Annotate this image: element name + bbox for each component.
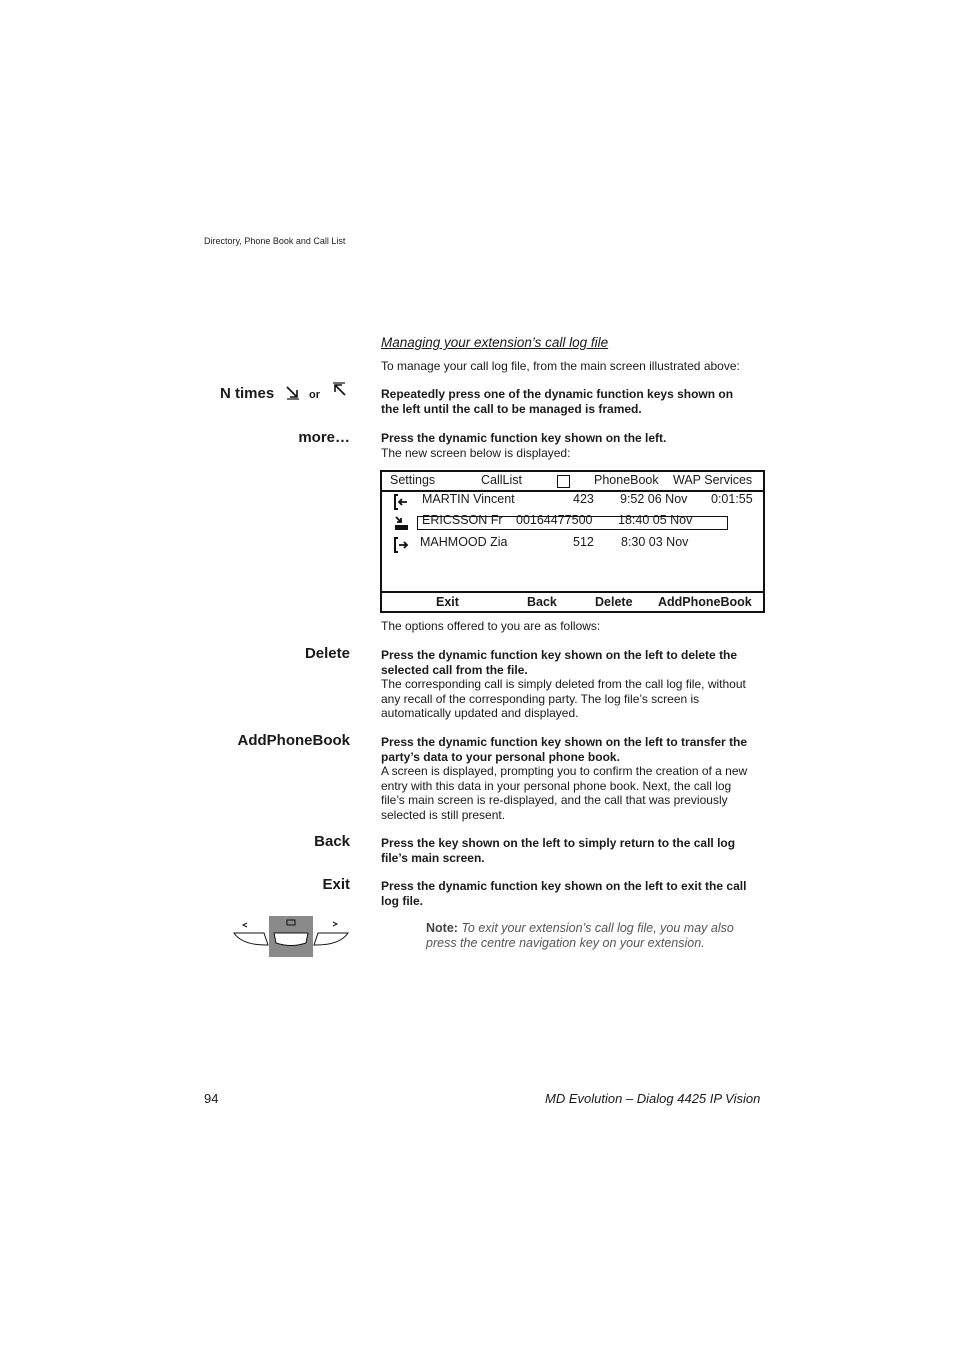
addphonebook-key-label: AddPhoneBook [237, 732, 350, 749]
right-arrow-icon [333, 922, 337, 926]
delete-text-bold: Press the dynamic function key shown on the left to delete the selected call from the file. [381, 648, 738, 677]
row-1-number: 423 [573, 492, 594, 506]
missed-call-icon [393, 515, 409, 531]
row-1-name[interactable]: MARTIN Vincent [422, 492, 515, 506]
ntimes-label: N times [220, 385, 275, 402]
softkey-back[interactable]: Back [527, 595, 557, 609]
back-key-label: Back [314, 833, 350, 850]
page-number: 94 [204, 1091, 219, 1106]
delete-text-plain: The corresponding call is simply deleted from the call log file, without any recall of the corresponding party. The log file’s screen is automatically updated and displayed. [381, 677, 746, 720]
addphonebook-text-bold: Press the dynamic function key shown on the left to transfer the party’s data to your personal phone book. [381, 735, 748, 764]
note-label: Note: [426, 921, 458, 935]
row-2-name[interactable]: ERICSSON Fr [422, 513, 503, 527]
footer-title: MD Evolution – Dialog 4425 IP Vision [545, 1091, 761, 1106]
left-key-icon [234, 933, 268, 945]
tab-calllist[interactable]: CallList [481, 473, 522, 487]
more-text [381, 431, 753, 460]
softkey-addphonebook[interactable]: AddPhoneBook [658, 595, 752, 609]
centre-key-icon [274, 933, 308, 946]
or-label: or [309, 389, 320, 401]
back-text: Press the key shown on the left to simply return to the call log file’s main screen. [381, 836, 736, 865]
note-text: To exit your extension’s call log file, you may also press the centre navigation key on your extension. [426, 921, 734, 950]
right-key-icon [314, 933, 348, 945]
ntimes-key-label [220, 382, 355, 404]
delete-text [381, 648, 753, 721]
addphonebook-text-plain: A screen is displayed, prompting you to confirm the creation of a new entry with this data in your personal phone book. Next, the call log file’s main screen is re-displayed, and the call that was previously selected is still present. [381, 764, 748, 822]
addphonebook-text [381, 735, 753, 822]
softkey-exit[interactable]: Exit [436, 595, 459, 609]
exit-key-label: Exit [322, 876, 350, 893]
call-log-screen [380, 470, 765, 613]
arrow-down-right-icon [284, 384, 302, 402]
running-header: Directory, Phone Book and Call List [204, 236, 346, 246]
more-text-bold: Press the dynamic function key shown on the left. [381, 431, 667, 445]
row-2-number: 00164477500 [516, 513, 593, 527]
tab-phonebook[interactable]: PhoneBook [594, 473, 659, 487]
options-intro: The options offered to you are as follows: [381, 619, 601, 633]
left-arrow-icon [243, 923, 247, 927]
note [426, 921, 756, 951]
row-3-name[interactable]: MAHMOOD Zia [420, 535, 508, 549]
row-1-datetime: 9:52 06 Nov [620, 492, 688, 506]
row-1-duration: 0:01:55 [711, 492, 753, 506]
calllist-box-icon [557, 475, 570, 488]
screen-tab-bar [382, 472, 763, 492]
section-title: Managing your extension’s call log file [381, 335, 609, 350]
tab-wap-services[interactable]: WAP Services [673, 473, 753, 487]
row-3-datetime: 8:30 03 Nov [621, 535, 689, 549]
softkey-bar [382, 591, 763, 613]
ntimes-text: Repeatedly press one of the dynamic function keys shown on the left until the call to be managed is framed. [381, 387, 734, 416]
incoming-call-icon [393, 494, 409, 510]
outgoing-call-icon [393, 537, 409, 553]
navigation-keys-illustration [232, 915, 350, 959]
softkey-delete[interactable]: Delete [595, 595, 633, 609]
arrow-up-left-icon [330, 380, 348, 398]
delete-key-label: Delete [304, 645, 350, 662]
row-3-number: 512 [573, 535, 594, 549]
intro-text: To manage your call log file, from the main screen illustrated above: [381, 359, 740, 373]
more-key-label: more… [298, 429, 350, 446]
row-2-datetime: 18:40 05 Nov [618, 513, 693, 527]
more-text-plain: The new screen below is displayed: [381, 445, 571, 460]
tab-settings[interactable]: Settings [390, 473, 436, 487]
exit-text: Press the dynamic function key shown on the left to exit the call log file. [381, 879, 747, 908]
